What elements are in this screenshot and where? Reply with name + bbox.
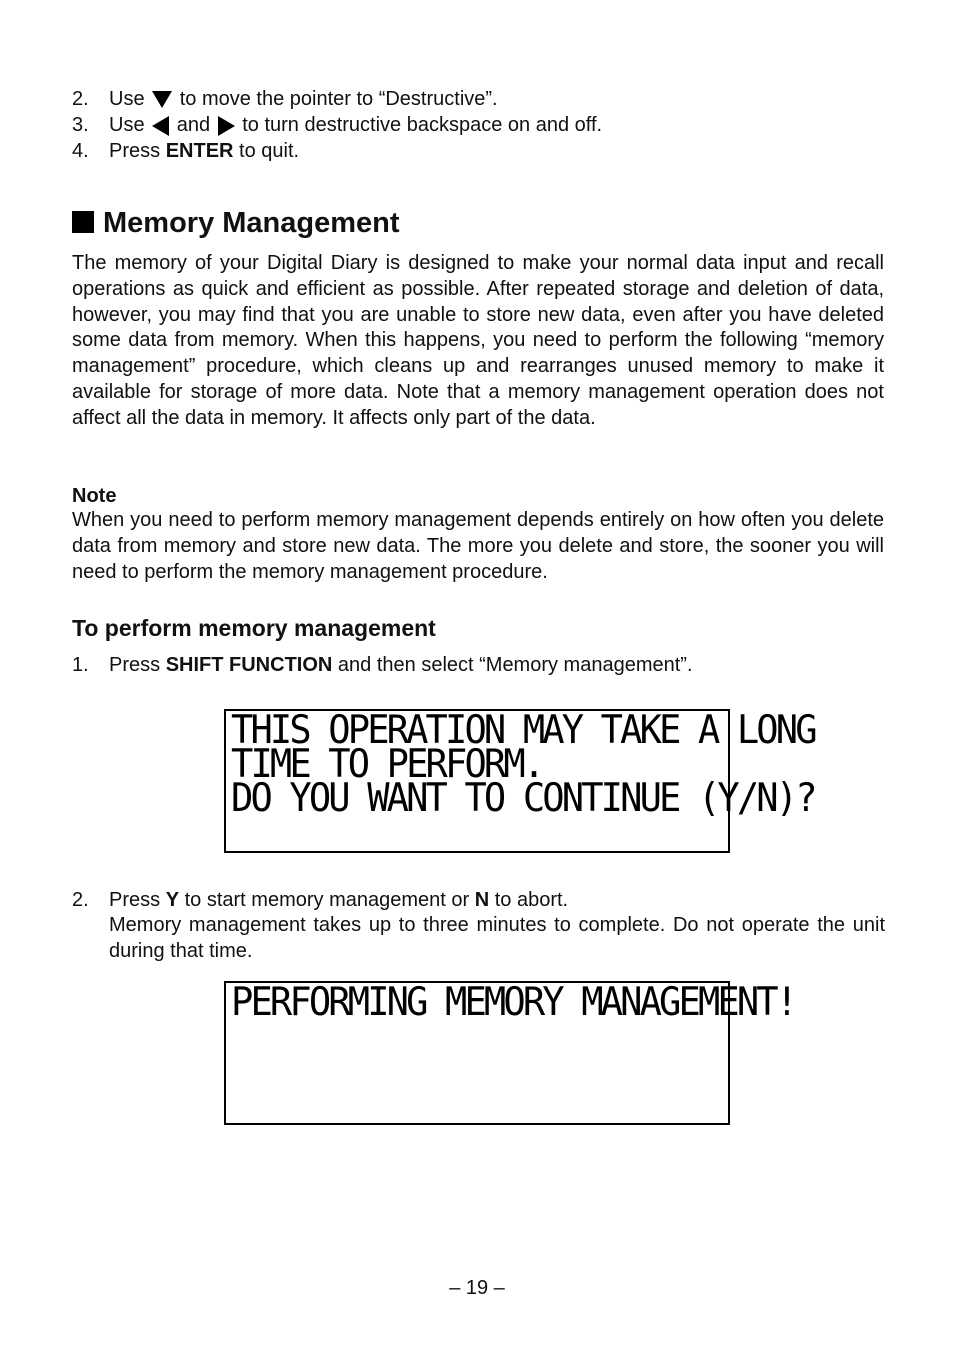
- step-detail: Memory management takes up to three minutes to complete. Do not operate the unit during that time.: [109, 914, 885, 962]
- step-text: to move the pointer to “Destructive”.: [179, 88, 498, 110]
- step-number: 4.: [72, 140, 89, 162]
- step-text: Press: [109, 654, 161, 676]
- step-text: to turn destructive backspace on and off.: [242, 114, 603, 136]
- lcd-line: THIS OPERATION MAY TAKE A LONG: [231, 708, 815, 753]
- note-body: When you need to perform memory management depends entirely on how often you delete data from memory and store new data. The more you delete and store, the sooner you will need to perform the memory management procedure.: [72, 509, 884, 583]
- step-number: 2.: [72, 88, 89, 110]
- lcd-line: TIME TO PERFORM.: [231, 742, 543, 787]
- triangle-down-icon: [152, 91, 172, 108]
- step-text: Use: [109, 88, 145, 110]
- black-square-icon: [72, 211, 94, 233]
- key-name: ENTER: [165, 140, 234, 162]
- step-text: Use: [109, 114, 145, 136]
- step-text: Press: [109, 140, 161, 162]
- step-text: to quit.: [239, 140, 300, 162]
- section-heading: [72, 205, 400, 241]
- key-name: Y: [165, 889, 180, 911]
- step-number: 2.: [72, 889, 89, 911]
- lcd-line: PERFORMING MEMORY MANAGEMENT!: [231, 980, 796, 1025]
- procedure-heading: To perform memory management: [72, 615, 436, 641]
- step-number: 1.: [72, 654, 89, 676]
- step-number: 3.: [72, 114, 89, 136]
- section-body: The memory of your Digital Diary is designed to make your normal data input and recall operations as quick and efficient as possible. After repeated storage and deletion of data, however, you may find that you are unable to store new data, even after you have deleted some data from memory. When this happens, you need to perform the following “memory management” procedure, which cleans up and rearranges unused memory to make it available for storage of more data. Note that a memory management operation does not affect all the data in memory. It affects only part of the data.: [72, 252, 884, 429]
- lcd-screen-confirm: [224, 708, 815, 853]
- lcd-screen-performing: [224, 980, 796, 1125]
- page-number: – 19 –: [449, 1277, 505, 1299]
- step-text: to abort.: [494, 889, 569, 911]
- triangle-left-icon: [152, 116, 169, 136]
- section-title: Memory Management: [103, 207, 400, 239]
- key-name: N: [474, 889, 490, 911]
- triangle-right-icon: [218, 116, 235, 136]
- step-text: and then select “Memory management”.: [337, 654, 693, 676]
- step-text: and: [176, 114, 211, 136]
- lcd-line: DO YOU WANT TO CONTINUE (Y/N)?: [231, 776, 815, 821]
- key-name: SHIFT FUNCTION: [165, 654, 333, 676]
- step-text: to start memory management or: [184, 889, 470, 911]
- step-text: Press: [109, 889, 161, 911]
- note-heading: Note: [72, 485, 117, 507]
